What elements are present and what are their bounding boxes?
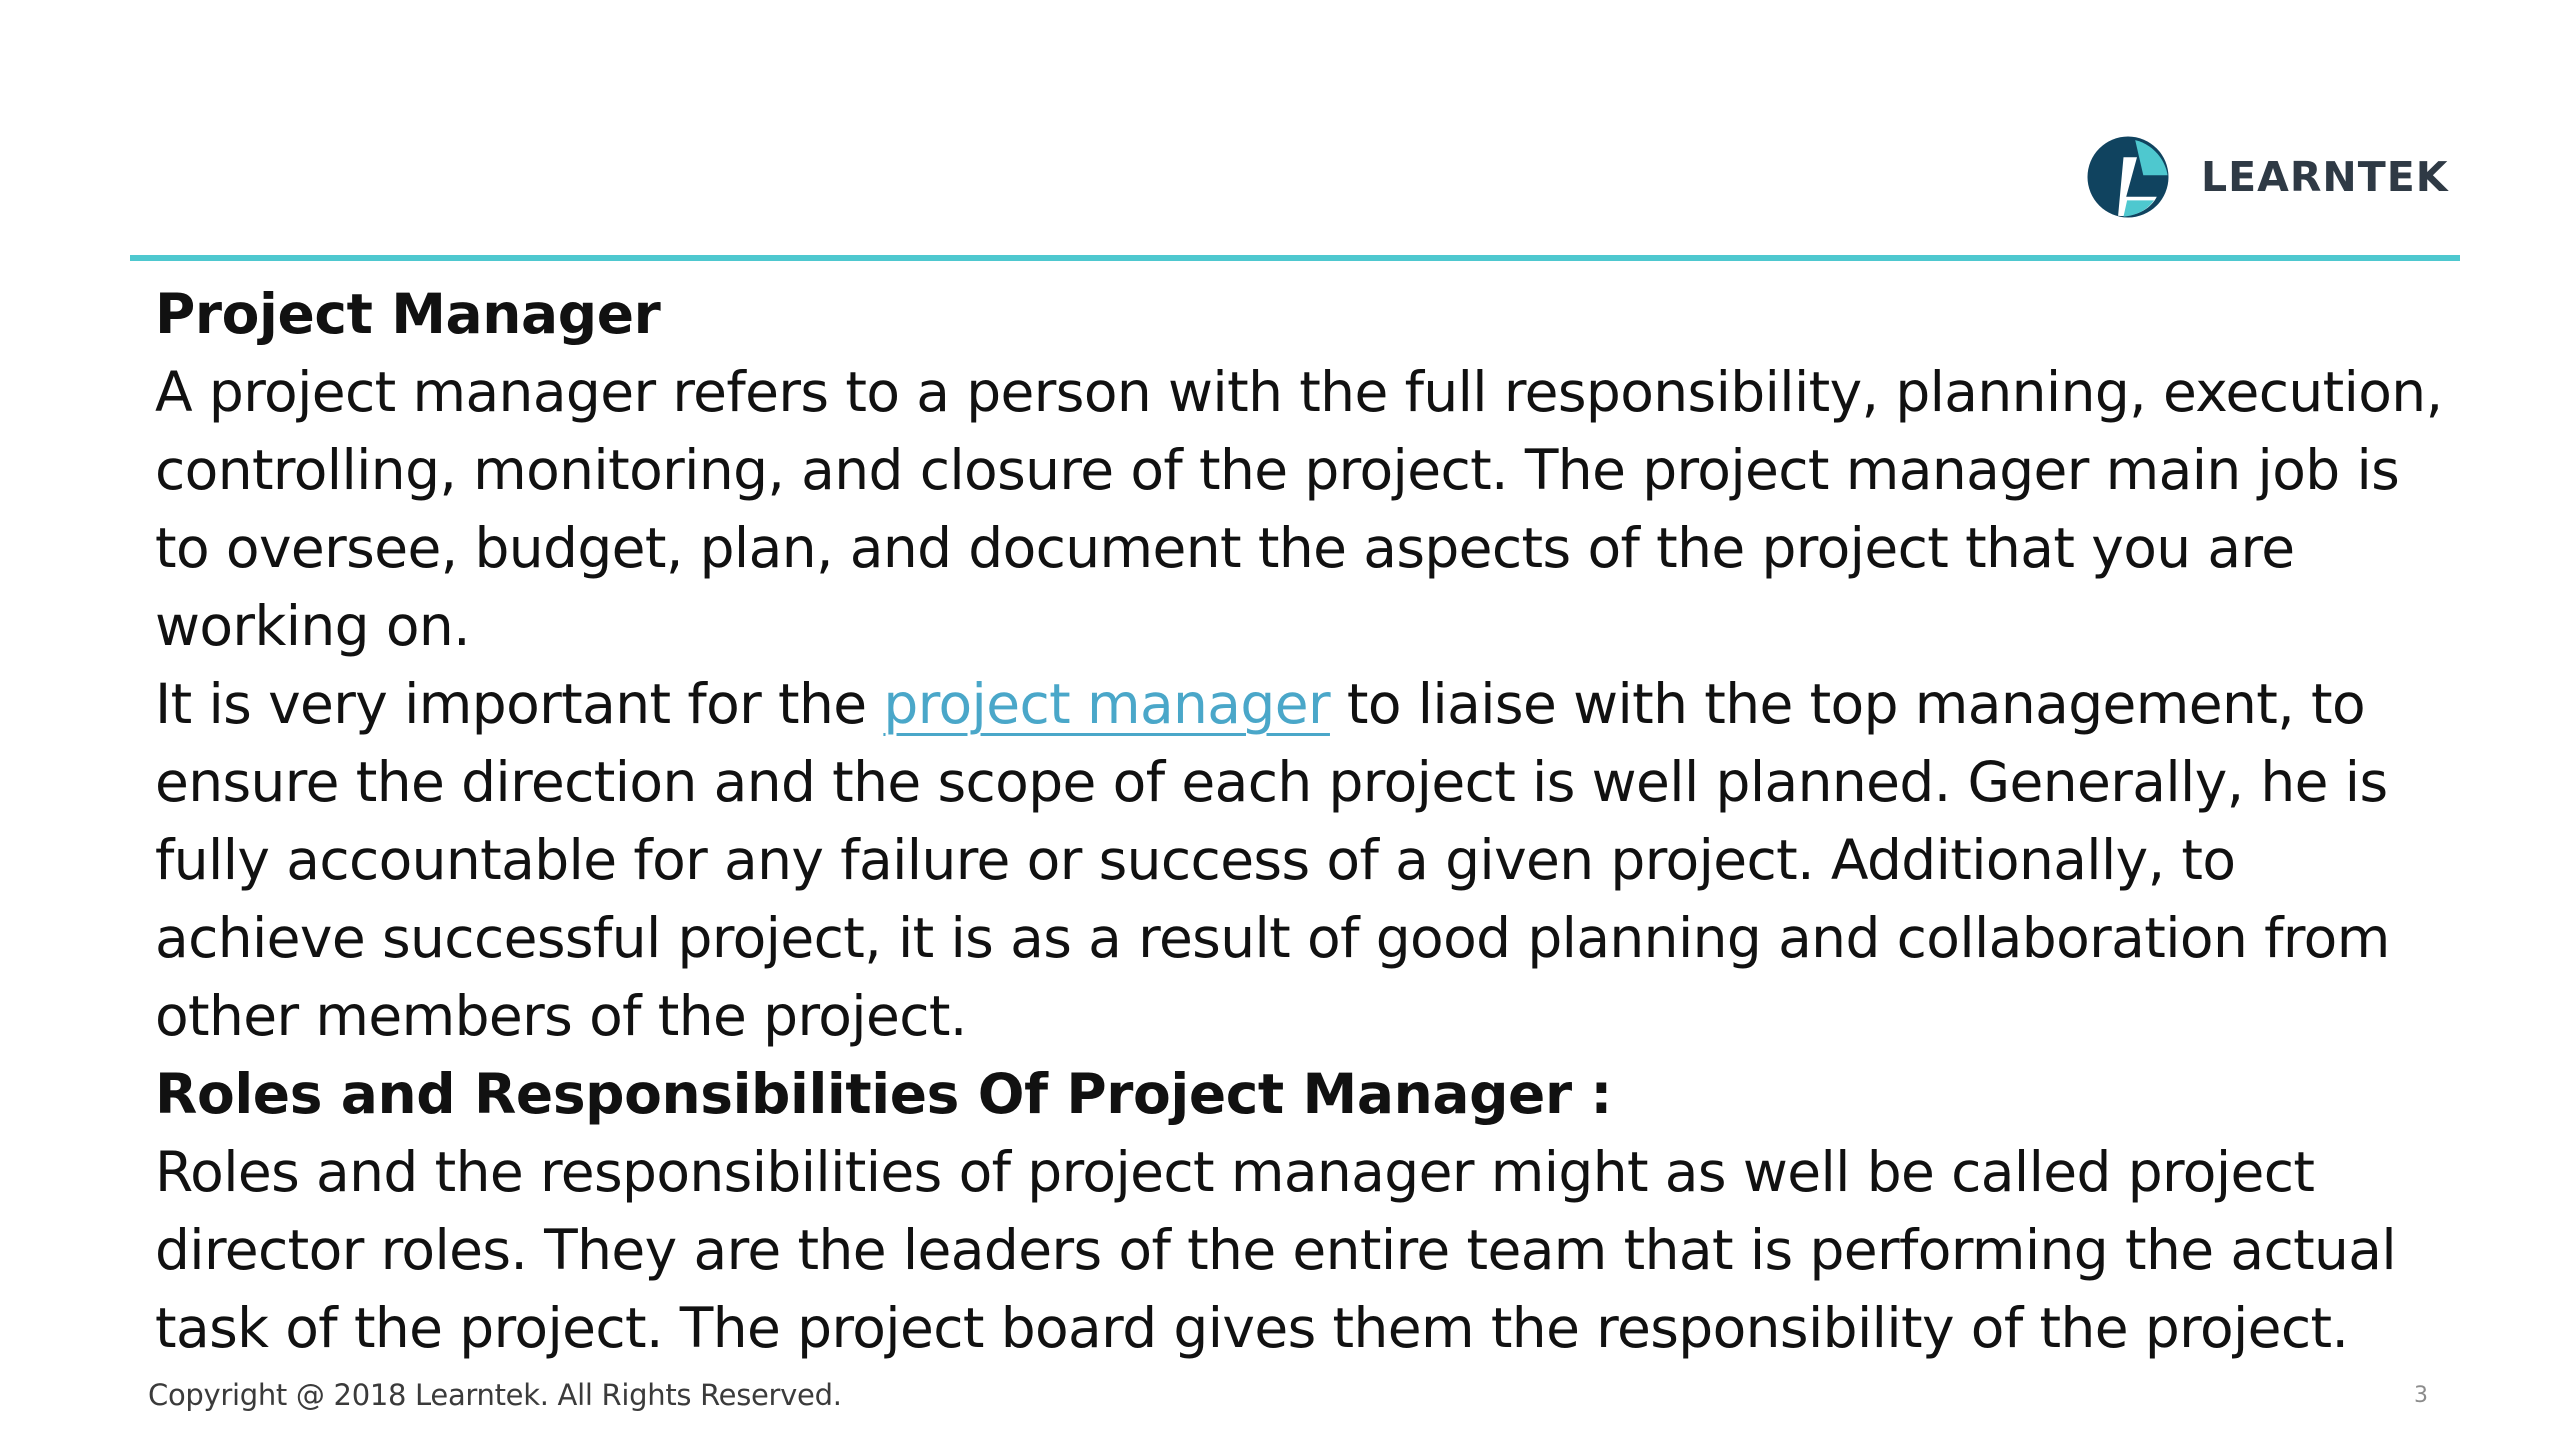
paragraph-project-manager-definition: A project manager refers to a person with the full responsibility, planning, execution, controlling, monitoring, and closure of the project. The project manager main job is to oversee, budget, plan, and document the aspects of the project that you are working on. bbox=[155, 360, 2443, 658]
paragraph-text-after-link: to liaise with the top management, to ensure the direction and the scope of each project is well planned. Generally, he is fully accountable for any failure or success of a given project. Additionally, to achieve successful project, it is as a result of good planning and collaboration from other members of the project. bbox=[155, 672, 2390, 1048]
learntek-logo-icon bbox=[2083, 132, 2173, 222]
copyright-footer: Copyright @ 2018 Learntek. All Rights Reserved. bbox=[148, 1378, 842, 1412]
section-heading-project-manager: Project Manager bbox=[155, 282, 661, 346]
project-manager-link[interactable]: project manager bbox=[883, 672, 1330, 736]
title-divider bbox=[130, 255, 2460, 261]
page-number: 3 bbox=[2414, 1383, 2428, 1408]
learntek-logo-text: LEARNTEK bbox=[2201, 152, 2449, 201]
section-heading-roles-responsibilities: Roles and Responsibilities Of Project Manager : bbox=[155, 1062, 1613, 1126]
paragraph-project-manager-importance bbox=[155, 665, 2455, 1055]
learntek-logo bbox=[2083, 132, 2449, 222]
slide-content bbox=[155, 275, 2455, 1367]
paragraph-roles-responsibilities: Roles and the responsibilities of project manager might as well be called project director roles. They are the leaders of the entire team that is performing the actual task of the project. The project board gives them the responsibility of the project. bbox=[155, 1140, 2397, 1360]
paragraph-text-before-link: It is very important for the bbox=[155, 672, 884, 736]
